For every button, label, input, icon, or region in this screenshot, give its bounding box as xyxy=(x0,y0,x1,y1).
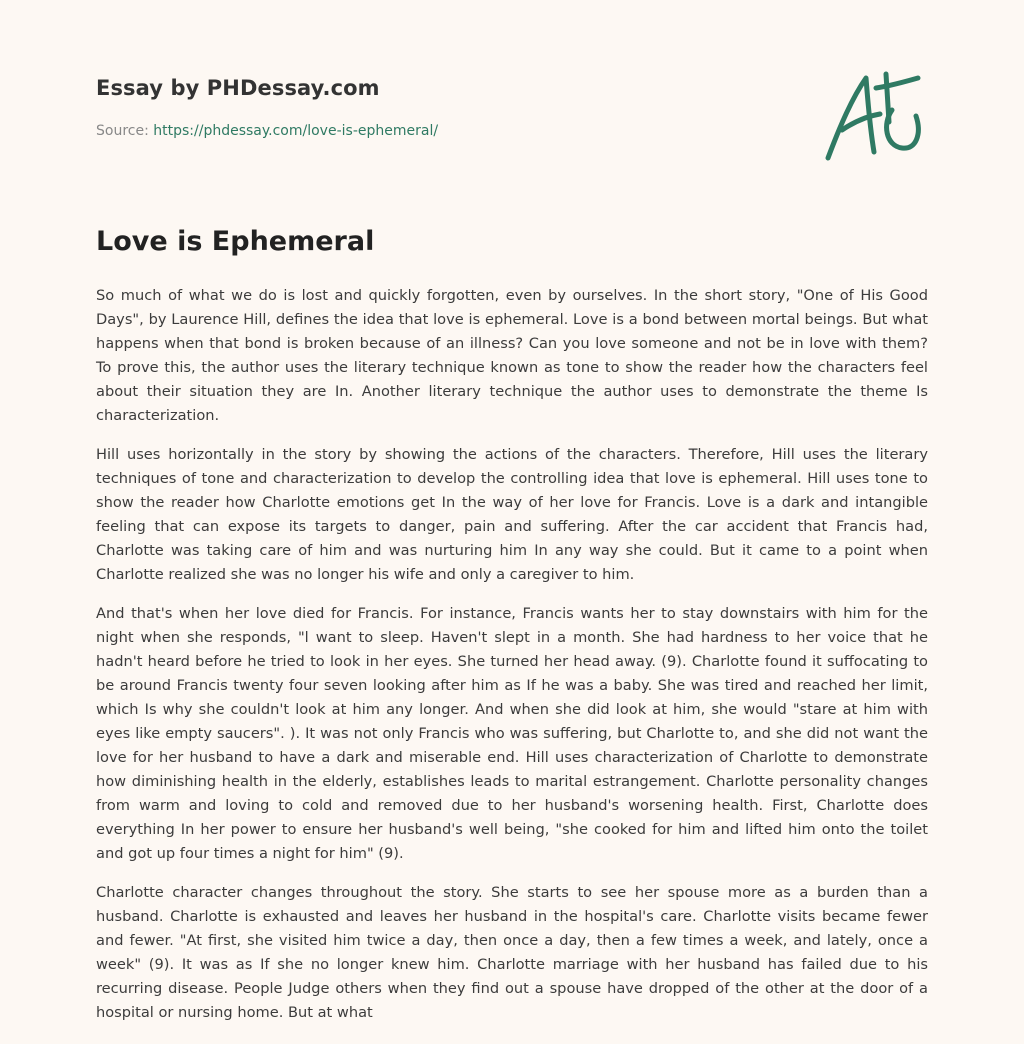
page-header xyxy=(96,76,928,139)
essay-paragraph: And that's when her love died for Francis. For instance, Francis wants her to stay downstairs with him for the night when she responds, "l want to sleep. Haven't slept in a month. She had hardness to her voice that he hadn't heard before he tried to look in her eyes. She turned her head away. (9). Charlotte found it suffocating to be around Francis twenty four seven looking after him as If he was a baby. She was tired and reached her limit, which Is why she couldn't look at him any longer. And when she did look at him, she would "stare at him with eyes like empty saucers". ). It was not only Francis who was suffering, but Charlotte to, and she did not want the love for her husband to have a dark and miserable end. Hill uses characterization of Charlotte to demonstrate how diminishing health in the elderly, establishes leads to marital estrangement. Charlotte personality changes from warm and loving to cold and removed due to her husband's worsening health. First, Charlotte does everything In her power to ensure her husband's well being, "she cooked for him and lifted him onto the toilet and got up four times a night for him" (9). xyxy=(96,605,928,862)
essay-paragraph: Charlotte character changes throughout the story. She starts to see her spouse more as a burden than a husband. Charlotte is exhausted and leaves her husband in the hospital's care. Charlotte visits became fewer and fewer. "At first, she visited him twice a day, then once a day, then a few times a week, and lately, once a week" (9). It was as If she no longer knew him. Charlotte marriage with her husband has failed due to his recurring disease. People Judge others when they find out a spouse have dropped of the other at the door of a hospital or nursing home. But at what xyxy=(96,884,928,1021)
source-line xyxy=(96,123,928,139)
a-plus-grade-icon xyxy=(818,66,930,166)
essay-paragraph: So much of what we do is lost and quickly forgotten, even by ourselves. In the short story, "One of His Good Days", by Laurence Hill, defines the idea that love is ephemeral. Love is a bond between mortal beings. But what happens when that bond is broken because of an illness? Can you love someone and not be in love with them? To prove this, the author uses the literary technique known as tone to show the reader how the characters feel about their situation they are In. Another literary technique the author uses to demonstrate the theme Is characterization. xyxy=(96,287,928,424)
essay-body xyxy=(96,284,928,1040)
site-brand: Essay by PHDessay.com xyxy=(96,76,380,100)
essay-title: Love is Ephemeral xyxy=(96,226,375,257)
essay-paragraph: Hill uses horizontally in the story by showing the actions of the characters. Therefore, Hill uses the literary techniques of tone and characterization to develop the controlling idea that love is ephemeral. Hill uses tone to show the reader how Charlotte emotions get In the way of her love for Francis. Love is a dark and intangible feeling that can expose its targets to danger, pain and suffering. After the car accident that Francis had, Charlotte was taking care of him and was nurturing him In any way she could. But it came to a point when Charlotte realized she was no longer his wife and only a caregiver to him. xyxy=(96,446,928,583)
logo-plus-horizontal xyxy=(876,78,918,88)
source-label: Source: xyxy=(96,123,149,139)
source-link[interactable]: https://phdessay.com/love-is-ephemeral/ xyxy=(153,123,439,139)
logo-plus-swirl xyxy=(887,110,919,148)
